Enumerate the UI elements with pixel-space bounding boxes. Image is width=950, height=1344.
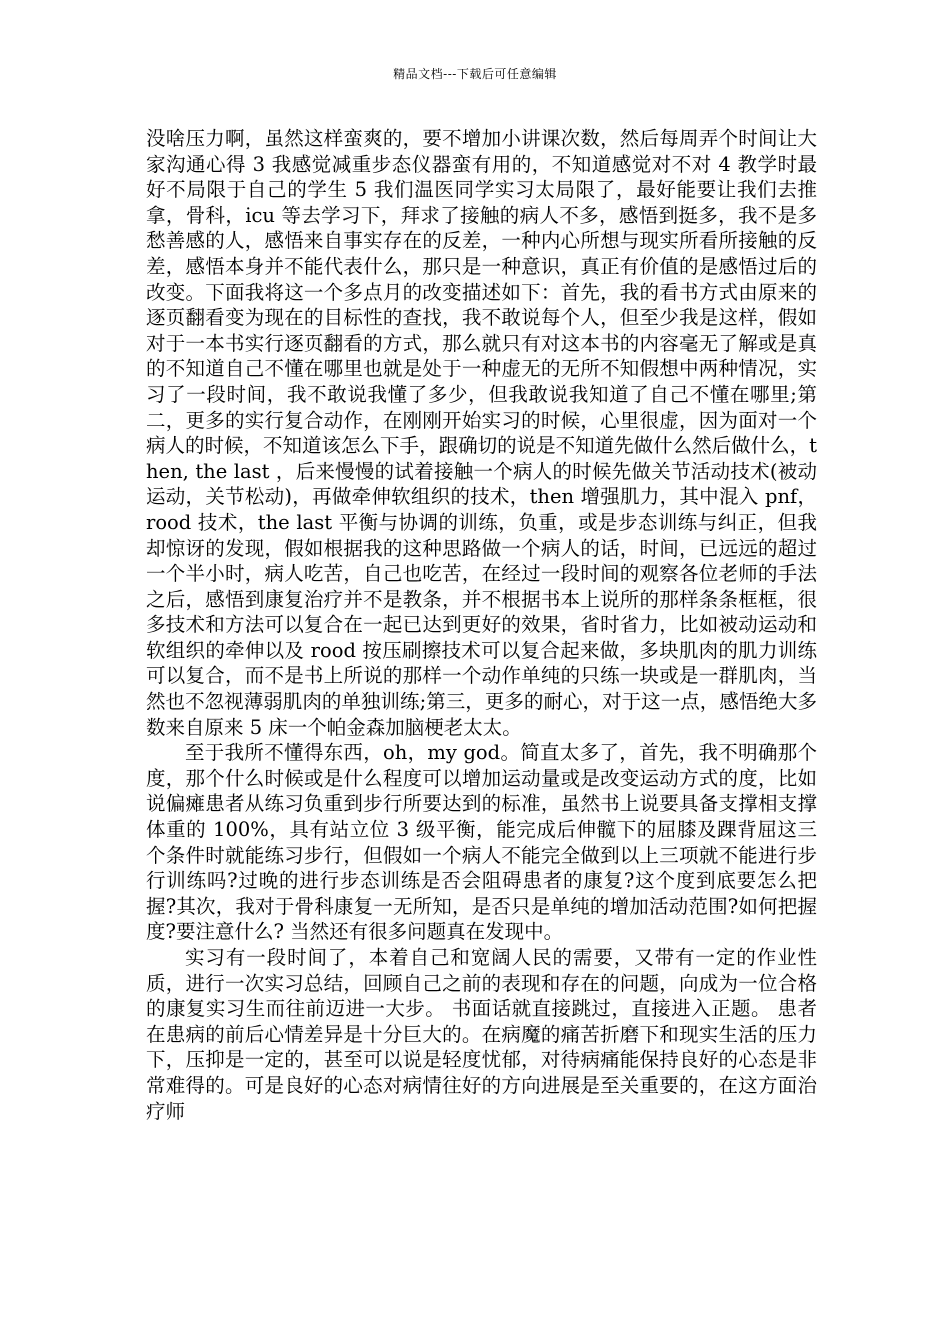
- paragraph-2: 至于我所不懂得东西，oh，my god。简直太多了，首先，我不明确那个度，那个什么时候或是什么程度可以增加运动量或是改变运动方式的度，比如说偏瘫患者从练习负重到步行所要达到的标准，虽然书上说要具备支撑相支撑体重的 100%，具有站立位 3 级平衡，能完成后伸髋下的屈膝及踝背屈这三个条件时就能练习步行，但假如一个病人不能完全做到以上三项就不能进行步行训练吗?过晚的进行步态训练是否会阻碍患者的康复?这个度到底要怎么把握?其次，我对于骨科康复一无所知，是否只是单纯的增加活动范围?如何把握度?要注意什么? 当然还有很多问题真在发现中。: [146, 741, 817, 944]
- paragraph-3: 实习有一段时间了，本着自己和宽阔人民的需要，又带有一定的作业性质，进行一次实习总结，回顾自己之前的表现和存在的问题，向成为一位合格的康复实习生而往前迈进一大步。 书面话就直接跳过，直接进入正题。 患者在患病的前后心情差异是十分巨大的。在病魔的痛苦折磨下和现实生活的压力下，压抑是一定的，甚至可以说是轻度忧郁，对待病痛能保持良好的心态是非常难得的。可是良好的心态对病情往好的方向进展是至关重要的，在这方面治疗师: [146, 946, 817, 1123]
- document-body: [146, 126, 817, 1124]
- page-header: 精品文档---下载后可任意编辑: [393, 67, 557, 81]
- paragraph-1: 没啥压力啊，虽然这样蛮爽的，要不增加小讲课次数，然后每周弄个时间让大家沟通心得 3 我感觉减重步态仪器蛮有用的，不知道感觉对不对 4 教学时最好不局限于自己的学生 5 我们温医同学实习太局限了，最好能要让我们去推拿，骨科，icu 等去学习下，拜求了接触的病人不多，感悟到挺多，我不是多愁善感的人，感悟来自事实存在的反差，一种内心所想与现实所看所接触的反差，感悟本身并不能代表什么，那只是一种意识，真正有价值的是感悟过后的改变。下面我将这一个多点月的改变描述如下：首先，我的看书方式由原来的逐页翻看变为现在的目标性的查找，我不敢说每个人，但至少我是这样，假如对于一本书实行逐页翻看的方式，那么就只有对这本书的内容毫无了解或是真的不知道自己不懂在哪里也就是处于一种虚无的无所不知假想中两种情况，实习了一段时间，我不敢说我懂了多少，但我敢说我知道了自己不懂在哪里;第二，更多的实行复合动作，在刚刚开始实习的时候，心里很虚，因为面对一个病人的时候，不知道该怎么下手，跟确切的说是不知道先做什么然后做什么，then, the last ，后来慢慢的试着接触一个病人的时候先做关节活动技术(被动运动，关节松动)，再做牵伸软组织的技术，then 增强肌力，其中混入 pnf，rood 技术，the last 平衡与协调的训练，负重，或是步态训练与纠正，但我却惊讶的发现，假如根据我的这种思路做一个病人的话，时间，已远远的超过一个半小时，病人吃苦，自己也吃苦，在经过一段时间的观察各位老师的手法之后，感悟到康复治疗并不是教条，并不根据书本上说所的那样条条框框，很多技术和方法可以复合在一起已达到更好的效果，省时省力，比如被动运动和软组织的牵伸以及 rood 按压刷擦技术可以复合起来做，多块肌肉的肌力训练可以复合，而不是书上所说的那样一个动作单纯的只练一块或是一群肌肉，当然也不忽视薄弱肌肉的单独训练;第三，更多的耐心，对于这一点，感悟绝大多数来自原来 5 床一个帕金森加脑梗老太太。: [146, 127, 817, 739]
